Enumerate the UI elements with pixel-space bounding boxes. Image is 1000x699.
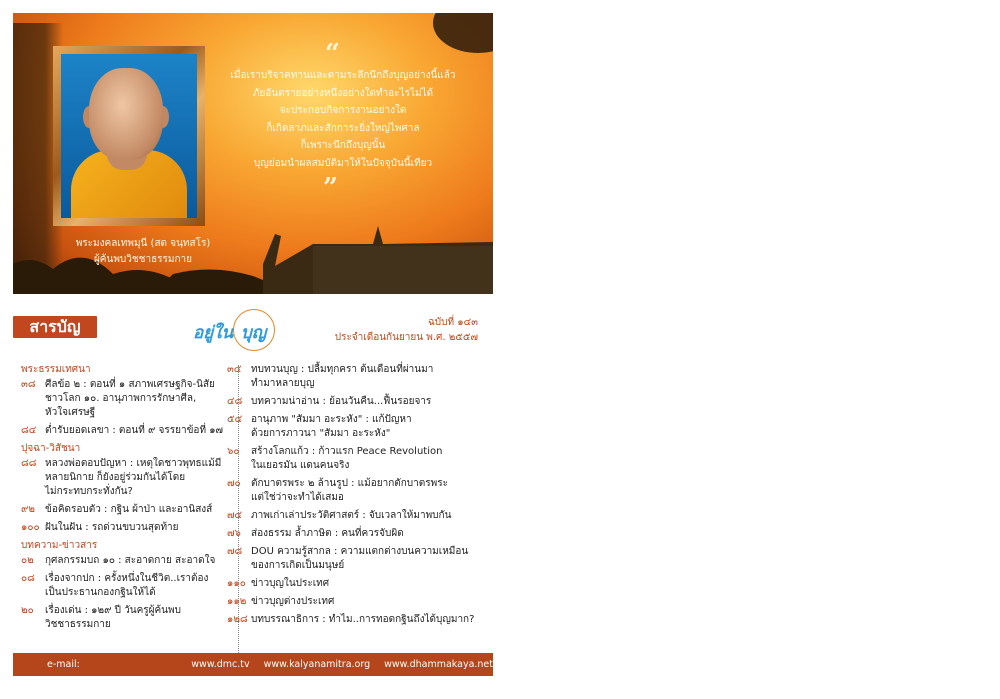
toc-entry[interactable] <box>21 424 231 438</box>
toc-entry[interactable] <box>21 554 231 568</box>
entry-title: ข่าวบุญในประเทศ <box>251 578 330 589</box>
toc-entry[interactable] <box>227 445 489 473</box>
entry-title: บทความน่าอ่าน : ย้อนวันคืน...ฟื้นรอยจาร <box>251 396 432 407</box>
toc-section <box>21 363 231 438</box>
toc-entry[interactable] <box>227 363 489 391</box>
entry-title: ส่องธรรม ล้ำภาษิต : คนที่ควรจับผิด <box>251 528 404 539</box>
section-heading: ปุจฉา-วิสัชนา <box>21 443 81 454</box>
page-number: ๑๑๒ <box>227 596 247 607</box>
page-number: ๕๔ <box>227 414 243 425</box>
portrait-frame <box>53 46 205 226</box>
page-number: ๘๔ <box>21 425 37 436</box>
toc-entry[interactable] <box>227 509 489 523</box>
page-number: ๗๘ <box>227 546 243 557</box>
magazine-page <box>13 13 493 693</box>
quote-close-mark: ” <box>323 173 338 203</box>
toc-entry[interactable] <box>21 503 231 517</box>
toc-entry[interactable] <box>21 521 231 535</box>
caption-title: ผู้ค้นพบวิชชาธรรมกาย <box>93 254 193 265</box>
entry-title: DOU ความรู้สากล : ความแตกต่างบนความเหมือน ของการเกิดเป็นมนุษย์ <box>251 546 469 571</box>
page-number: ๑๑๐ <box>227 578 246 589</box>
quote-line: จะประกอบกิจการงานอย่างใด <box>279 105 407 116</box>
footer-link-kalyanamitra[interactable]: www.kalyanamitra.org <box>263 659 371 670</box>
toc-entry[interactable] <box>21 572 231 600</box>
entry-title: ต่ำรับยอดเลขา : ตอนที่ ๙ จรรยาข้อที่ ๑๗ <box>45 425 224 436</box>
entry-title: เรื่องเด่น : ๑๒๙ ปี วันครูผู้ค้นพบ วิชชาธรรมกาย <box>45 605 181 630</box>
page-number: ๑๐๐ <box>21 522 40 533</box>
footer-link-dmc[interactable]: www.dmc.tv <box>191 659 250 670</box>
entry-title: บทบรรณาธิการ : ทำไม..การทอดกฐินถึงได้บุญมาก? <box>251 614 475 625</box>
entry-title: ศีลข้อ ๒ : ตอนที่ ๑ สภาพเศรษฐกิจ-นิสัย ชาวโลก ๑๐. อานุภาพการรักษาศีล, หัวใจเศรษฐี <box>45 379 215 418</box>
footer-link-dhammakaya[interactable]: www.dhammakaya.net <box>384 659 493 670</box>
toc-entry[interactable] <box>227 595 489 609</box>
cover-hero-image <box>13 13 493 294</box>
page-number: ๒๐ <box>21 605 34 616</box>
logo-text-part2: บุญ <box>241 323 267 343</box>
magazine-logo <box>193 307 289 353</box>
page-number: ๓๔ <box>227 364 242 375</box>
toc-entry[interactable] <box>227 413 489 441</box>
leaf-shadow <box>433 13 493 53</box>
page-number: ๖๐ <box>227 446 240 457</box>
footer-bar <box>13 653 493 693</box>
page-number: ๗๖ <box>227 528 241 539</box>
toc-left-column <box>21 363 231 636</box>
quote-line: ก็เพราะนึกถึงบุญนั้น <box>300 140 386 151</box>
entry-title: เรื่องจากปก : ครั้งหนึ่งในชีวิต..เราต้อง เป็นประธานกองกฐินให้ได้ <box>45 573 209 598</box>
page-number: ๘๘ <box>21 458 37 469</box>
hero-quote <box>223 67 463 172</box>
page-number: ๐๘ <box>21 573 35 584</box>
quote-line: เมื่อเราบริจาคทานและตามระลึกนึกถึงบุญอย่างนี้แล้ว <box>230 70 456 81</box>
entry-title: ข่าวบุญต่างประเทศ <box>251 596 335 607</box>
page-number: ๑๒๘ <box>227 614 248 625</box>
toc-right-column <box>227 363 489 631</box>
entry-title: กุศลกรรมบถ ๑๐ : สะอาดกาย สะอาดใจ <box>45 555 216 566</box>
entry-title: สร้างโลกแก้ว : ก้าวแรก Peace Revolution ในเยอรมัน แดนคนจริง <box>251 446 443 471</box>
quote-line: ภัยอันตรายอย่างหนึ่งอย่างใดทำอะไรไม่ได้ <box>252 87 434 99</box>
page-number: ๔๘ <box>227 396 243 407</box>
toc-entry[interactable] <box>227 477 489 505</box>
monk-portrait <box>61 54 197 218</box>
page-number: ๓๘ <box>21 379 36 390</box>
footer-email-link[interactable]: e-mail: yunaiboon@yahoo.com <box>47 659 159 693</box>
quote-open-mark: “ <box>325 39 340 69</box>
entry-title: ตักบาตรพระ ๒ ล้านรูป : แม้อยากตักบาตรพระ แต่ใช่ว่าจะทำได้เสมอ <box>251 478 448 503</box>
entry-title: อานุภาพ "สัมมา อะระหัง" : แก้ปัญหา ด้วยการภาวนา "สัมมา อะระหัง" <box>251 414 412 439</box>
issue-number: ฉบับที่ ๑๔๓ <box>427 317 478 328</box>
page-number: ๗๔ <box>227 510 243 521</box>
portrait-caption <box>43 236 243 268</box>
entry-title: ฝันในฝัน : รถด่วนขบวนสุดท้าย <box>45 522 179 533</box>
issue-date: ประจำเดือนกันยายน พ.ศ. ๒๕๕๗ <box>334 332 478 343</box>
section-heading: พระธรรมเทศนา <box>21 364 91 375</box>
quote-line: บุญย่อมนำผลสมบัติมาให้ในปัจจุบันนี้เทียว <box>253 157 433 169</box>
caption-name: พระมงคลเทพมุนี (สด จนฺทสโร) <box>75 238 211 249</box>
toc-entry[interactable] <box>21 457 231 499</box>
toc-title: สารบัญ <box>13 316 97 338</box>
entry-title: ทบทวนบุญ : ปลื้มทุกครา ต้นเดือนที่ผ่านมา ทำมาหลายบุญ <box>251 364 434 389</box>
toc-entry[interactable] <box>21 604 231 632</box>
page-number: ๐๒ <box>21 555 34 566</box>
toc-entry[interactable] <box>227 613 489 627</box>
page-number: ๙๒ <box>21 504 35 515</box>
toc-section <box>21 539 231 632</box>
entry-title: ภาพเก่าเล่าประวัติศาสตร์ : จับเวลาให้มาพบกัน <box>251 510 452 521</box>
toc-entry[interactable] <box>227 395 489 409</box>
page-number: ๗๐ <box>227 478 241 489</box>
toc-section <box>21 442 231 535</box>
toc-entry[interactable] <box>21 378 231 420</box>
section-heading: บทความ-ข่าวสาร <box>21 540 98 551</box>
toc-entry[interactable] <box>227 527 489 541</box>
entry-title: ข้อคิดรอบตัว : กฐิน ผ้าป่า และอานิสงส์ <box>45 504 213 515</box>
toc-entry[interactable] <box>227 577 489 591</box>
issue-info <box>313 315 478 345</box>
quote-line: ก็เกิดลาภและสักการะยิ่งใหญ่ไพศาล <box>266 122 420 134</box>
toc-entry[interactable] <box>227 545 489 573</box>
entry-title: หลวงพ่อตอบปัญหา : เหตุใดชาวพุทธแม้มี หลายนิกาย ก็ยังอยู่ร่วมกันได้โดย ไม่กระทบกระทั่งกัน? <box>45 458 222 497</box>
logo-text-part1: อยู่ใน <box>193 323 234 343</box>
